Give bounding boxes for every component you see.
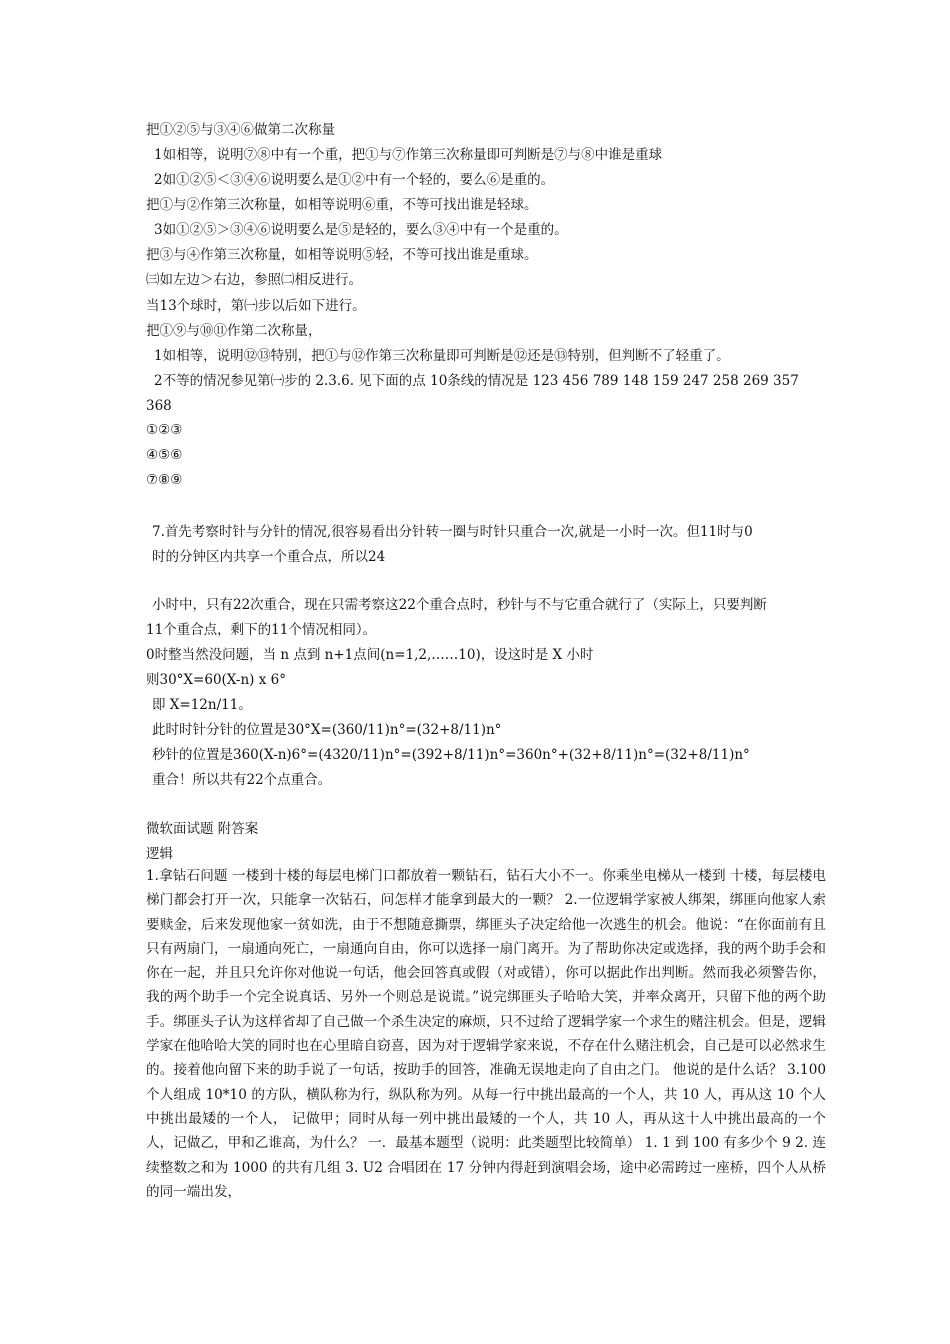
section-title: 微软面试题 附答案 [146, 821, 259, 837]
weighing-line-2: 1如相等，说明⑦⑧中有一个重，把①与⑦作第三次称量即可判断是⑦与⑧中谁是重球 [154, 147, 663, 163]
weighing-line-5: 3如①②⑤＞③④⑥说明要么是⑤是轻的，要么③④中有一个是重的。 [154, 222, 568, 238]
clock-line-1: 7.首先考察时针与分针的情况,很容易看出分针转一圈与时针只重合一次,就是一小时一次。但11时与0 [152, 524, 753, 540]
clock-line-7: 即 X=12n/11。 [152, 697, 252, 713]
weighing-line-1: 把①②⑤与③④⑥做第二次称量 [146, 122, 335, 138]
section-subtitle: 逻辑 [146, 846, 173, 862]
weighing-line-7: ㈢如左边＞右边，参照㈡相反进行。 [146, 272, 362, 288]
clock-line-6: 则30°X=60(X-n) x 6° [146, 672, 286, 688]
weighing-line-10: 1如相等，说明⑫⑬特别，把①与⑫作第三次称量即可判断是⑫还是⑬特别，但判断不了轻重了。 [154, 348, 730, 364]
weighing-line-15: ⑦⑧⑨ [146, 472, 183, 488]
clock-line-2: 时的分钟区内共享一个重合点，所以24 [152, 549, 386, 565]
weighing-line-13: ①②③ [146, 422, 183, 438]
logic-questions-paragraph: 1.拿钻石问题 一楼到十楼的每层电梯门口都放着一颗钻石，钻石大小不一。你乘坐电梯从一楼到 十楼，每层楼电梯门都会打开一次，只能拿一次钻石，问怎样才能拿到最大的一颗？ 2.一位逻辑学家被人绑架，绑匪向他家人索要赎金，后来发现他家一贫如洗，由于不想随意撕票，绑匪头子决定给他一次逃生的机会。他说：“在你面前有且只有两扇门，一扇通向死亡，一扇通向自由，你可以选择一扇门离开。为了帮助你决定或选择，我的两个助手会和你在一起，并且只允许你对他说一句话，他会回答真或假（对或错），你可以据此作出判断。然而我必须警告你，我的两个助手一个完全说真话、另外一个则总是说谎。”说完绑匪头子哈哈大笑，并率众离开，只留下他的两个助手。绑匪头子认为这样省却了自己做一个杀生决定的麻烦，只不过给了逻辑学家一个求生的赌注机会。但是，逻辑学家在他哈哈大笑的同时也在心里暗自窃喜，因为对于逻辑学家来说，不存在什么赌注机会，自己是可以必然求生的。接着他向留下来的助手说了一句话，按助手的回答，准确无误地走向了自由之门。 他说的是什么话？ 3.100 个人组成 10*10 的方队，横队称为行，纵队称为列。从每一行中挑出最高的一个人，共 10 人，再从这 10 个人中挑出最矮的一个人， 记做甲；同时从每一列中挑出最矮的一个人，共 10 人，再从这十人中挑出最高的一个人，记做乙，甲和乙谁高，为什么？ 一．最基本题型（说明：此类题型比较简单） 1. 1 到 100 有多少个 9 2. 连续整数之和为 1000 的共有几组 3. U2 合唱团在 17 分钟内得赶到演唱会场，途中必需跨过一座桥，四个人从桥的同一端出发， [146, 868, 826, 1200]
weighing-line-9: 把①⑨与⑩⑪作第二次称量， [146, 323, 322, 339]
clock-line-10: 重合！所以共有22个点重合。 [152, 772, 332, 788]
weighing-line-11: 2不等的情况参见第㈠步的 2.3.6. 见下面的点 10条线的情况是 123 456 789 148 159 247 258 269 357 [154, 373, 799, 389]
clock-line-3: 小时中，只有22次重合，现在只需考察这22个重合点时，秒针与不与它重合就行了（实际上，只要判断 [152, 597, 767, 613]
clock-line-4: 11个重合点，剩下的11个情况相同）。 [146, 622, 377, 638]
weighing-line-14: ④⑤⑥ [146, 447, 183, 463]
clock-line-8: 此时时针分针的位置是30°X=(360/11)n°=(32+8/11)n° [152, 722, 502, 738]
clock-line-5: 0时整当然没问题，当 n 点到 n+1点间(n=1,2,……10)，设这时是 X 小时 [146, 647, 594, 663]
weighing-line-12: 368 [146, 398, 172, 414]
weighing-line-3: 2如①②⑤＜③④⑥说明要么是①②中有一个轻的，要么⑥是重的。 [154, 172, 555, 188]
weighing-line-8: 当13个球时，第㈠步以后如下进行。 [146, 298, 366, 314]
weighing-line-6: 把③与④作第三次称量，如相等说明⑤轻，不等可找出谁是重球。 [146, 247, 538, 263]
weighing-line-4: 把①与②作第三次称量，如相等说明⑥重，不等可找出谁是轻球。 [146, 197, 538, 213]
clock-line-9: 秒针的位置是360(X-n)6°=(4320/11)n°=(392+8/11)n°=360n°+(32+8/11)n°=(32+8/11)n° [152, 747, 750, 763]
